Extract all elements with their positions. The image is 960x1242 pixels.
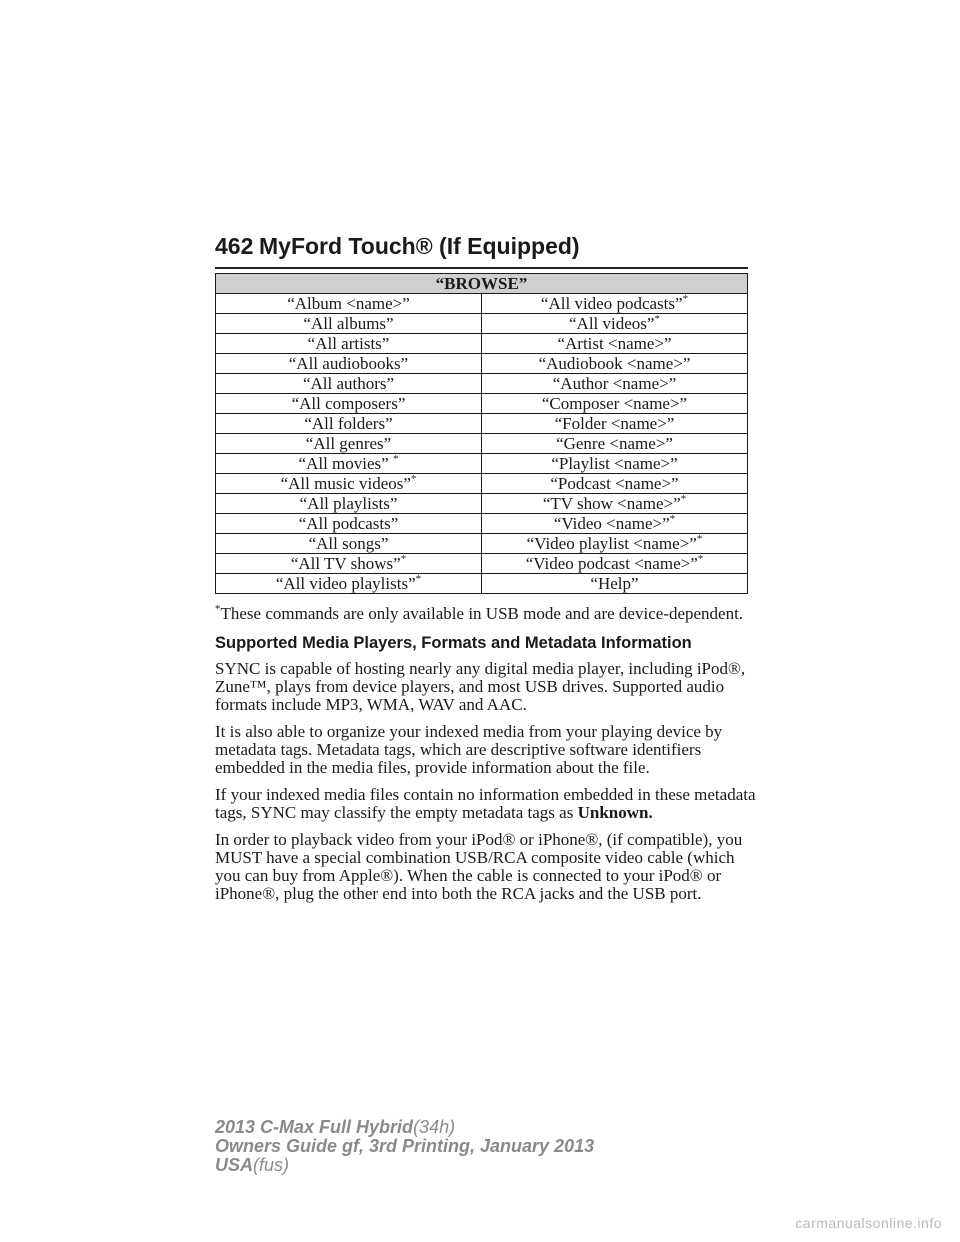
- table-row: [216, 574, 748, 594]
- command-cell-left: [216, 394, 482, 414]
- usb-only-marker: *: [680, 493, 687, 505]
- footer-model-code: (34h): [413, 1117, 456, 1137]
- usb-only-marker: *: [697, 553, 704, 565]
- command-text: “All albums”: [303, 314, 394, 333]
- command-cell-left: [216, 314, 482, 334]
- table-heading: “BROWSE”: [216, 274, 748, 294]
- command-text: “Video <name>”: [553, 514, 670, 533]
- watermark: carmanualsonline.info: [795, 1215, 942, 1231]
- command-cell-left: [216, 414, 482, 434]
- command-cell-left: [216, 534, 482, 554]
- command-text: “All video podcasts”: [540, 294, 683, 313]
- command-cell-right: [482, 494, 748, 514]
- command-text: “Podcast <name>”: [550, 474, 679, 493]
- page-header: [215, 233, 748, 269]
- command-text: “All videos”: [569, 314, 655, 333]
- usb-only-marker: *: [400, 553, 407, 565]
- command-cell-right: [482, 374, 748, 394]
- command-cell-left: [216, 374, 482, 394]
- table-row: [216, 554, 748, 574]
- command-text: “Composer <name>”: [541, 394, 688, 413]
- footer-line-1: [215, 1118, 594, 1137]
- command-text: “Playlist <name>”: [551, 454, 678, 473]
- table-row: [216, 314, 748, 334]
- command-text: “All genres”: [305, 434, 392, 453]
- usb-only-marker: *: [654, 313, 660, 325]
- footnote-text: These commands are only available in USB mode and are device-dependent.: [220, 604, 744, 623]
- table-row: [216, 334, 748, 354]
- command-cell-left: [216, 474, 482, 494]
- command-text: “All music videos”: [280, 474, 411, 493]
- body-text: [215, 605, 760, 912]
- usb-only-marker: *: [410, 473, 417, 485]
- command-text: “All playlists”: [299, 494, 398, 513]
- paragraph-1: SYNC is capable of hosting nearly any digital media player, including iPod®, Zune™, plays from device players, and most USB drives. Supported audio formats include MP3, WMA, WAV and AAC.: [215, 659, 746, 714]
- command-cell-right: [482, 474, 748, 494]
- table-row: [216, 394, 748, 414]
- command-text: “All video playlists”: [275, 574, 416, 593]
- command-text: “All composers”: [291, 394, 406, 413]
- table-row: [216, 514, 748, 534]
- page-footer: [215, 1118, 594, 1175]
- command-cell-left: [216, 494, 482, 514]
- command-cell-left: [216, 294, 482, 314]
- command-cell-right: [482, 354, 748, 374]
- command-text: “All movies”: [298, 454, 393, 473]
- command-cell-left: [216, 334, 482, 354]
- command-cell-right: [482, 574, 748, 594]
- table-row: [216, 494, 748, 514]
- command-cell-right: [482, 314, 748, 334]
- command-cell-left: [216, 454, 482, 474]
- command-text: “All audiobooks”: [288, 354, 409, 373]
- page-number: 462: [215, 233, 254, 259]
- command-cell-right: [482, 294, 748, 314]
- usb-only-marker: *: [415, 573, 422, 585]
- command-cell-left: [216, 554, 482, 574]
- command-text: “Album <name>”: [287, 294, 410, 313]
- command-cell-left: [216, 434, 482, 454]
- table-header-row: [216, 274, 748, 294]
- command-cell-left: [216, 514, 482, 534]
- paragraph-2: It is also able to organize your indexed media from your playing device by metadata tags. Metadata tags, which are descriptive software identifiers embedded in the media files, provide information about the file.: [215, 722, 723, 777]
- command-cell-right: [482, 334, 748, 354]
- footer-model: 2013 C-Max Full Hybrid: [215, 1117, 414, 1137]
- table-row: [216, 534, 748, 554]
- table-row: [216, 414, 748, 434]
- command-text: “All songs”: [308, 534, 389, 553]
- command-text: “Video podcast <name>”: [525, 554, 698, 573]
- command-cell-right: [482, 534, 748, 554]
- command-cell-left: [216, 574, 482, 594]
- table-row: [216, 474, 748, 494]
- command-text: “Help”: [590, 574, 639, 593]
- command-cell-right: [482, 394, 748, 414]
- table-row: [216, 434, 748, 454]
- footer-region-code: (fus): [253, 1155, 290, 1175]
- unknown-term: Unknown.: [577, 803, 653, 822]
- footnote: [215, 605, 760, 623]
- usb-only-marker: *: [669, 513, 676, 525]
- command-text: “All podcasts”: [298, 514, 399, 533]
- footer-line-2: Owners Guide gf, 3rd Printing, January 2013: [215, 1136, 595, 1156]
- browse-commands-table: [215, 273, 748, 594]
- command-cell-left: [216, 354, 482, 374]
- footer-region: USA: [215, 1155, 254, 1175]
- usb-only-marker: *: [392, 453, 399, 465]
- footnote-star: *: [215, 603, 221, 615]
- table-row: [216, 374, 748, 394]
- usb-only-marker: *: [696, 533, 703, 545]
- command-cell-right: [482, 434, 748, 454]
- command-text: “All TV shows”: [290, 554, 401, 573]
- command-text: “Video playlist <name>”: [526, 534, 697, 553]
- command-text: “TV show <name>”: [542, 494, 681, 513]
- table-body: [216, 294, 748, 594]
- command-text: “Author <name>”: [552, 374, 677, 393]
- paragraph-4: In order to playback video from your iPod® or iPhone®, (if compatible), you MUST have a special combination USB/RCA composite video cable (which you can buy from Apple®). When the cable is connected to your iPod® or iPhone®, plug the other end into both the RCA jacks and the USB port.: [215, 830, 743, 903]
- command-text: “Genre <name>”: [556, 434, 673, 453]
- footer-line-3: [215, 1156, 594, 1175]
- command-text: “Audiobook <name>”: [538, 354, 691, 373]
- section-title: MyFord Touch® (If Equipped): [259, 233, 580, 259]
- usb-only-marker: *: [682, 293, 689, 305]
- command-cell-right: [482, 454, 748, 474]
- command-text: “All folders”: [304, 414, 393, 433]
- command-text: “Artist <name>”: [557, 334, 672, 353]
- table-row: [216, 294, 748, 314]
- command-text: “Folder <name>”: [554, 414, 675, 433]
- command-cell-right: [482, 554, 748, 574]
- section-heading: Supported Media Players, Formats and Metadata Information: [215, 634, 692, 652]
- table-row: [216, 454, 748, 474]
- command-cell-right: [482, 414, 748, 434]
- command-cell-right: [482, 514, 748, 534]
- command-text: “All artists”: [307, 334, 390, 353]
- table-row: [216, 354, 748, 374]
- paragraph-3: [215, 786, 760, 822]
- command-text: “All authors”: [302, 374, 395, 393]
- paragraph-3-text: If your indexed media files contain no information embedded in these metadata tags, SYNC may classify the empty metadata tags as: [215, 785, 756, 822]
